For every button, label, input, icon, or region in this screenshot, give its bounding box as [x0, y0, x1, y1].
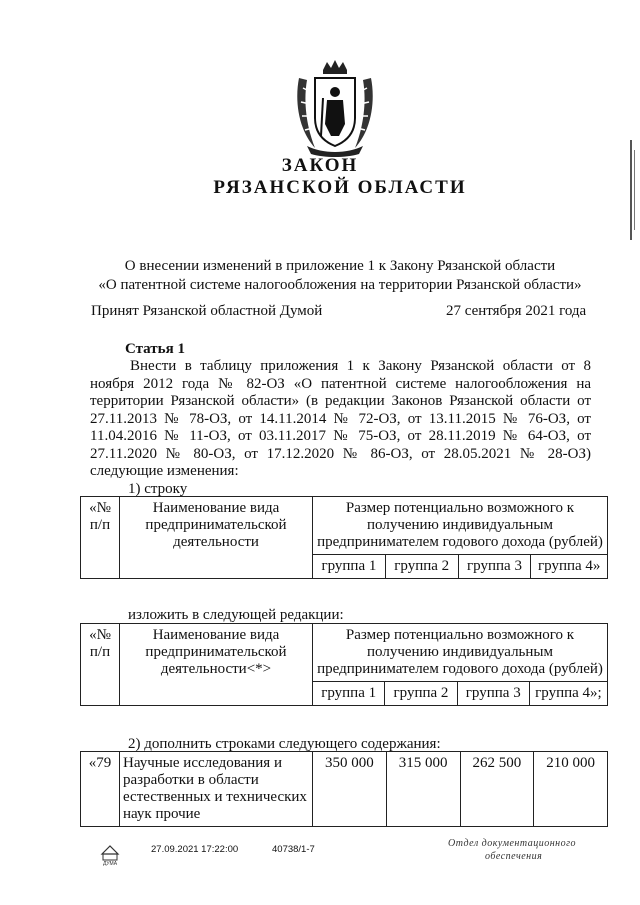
col-num-header: «№ п/п: [81, 624, 120, 706]
item-2-label: 2) дополнить строками следующего содержания:: [128, 736, 441, 752]
group-1-header: группа 1: [313, 555, 386, 579]
col-activity-header: Наименование вида предпринимательской деятельности: [120, 497, 313, 579]
duma-logo-icon: [98, 842, 122, 866]
table-old-row: [80, 496, 608, 579]
row-number: «79: [81, 752, 120, 827]
group-2-header: группа 2: [385, 682, 457, 706]
duma-logo-text: ДУМА: [102, 861, 118, 866]
group-1-header: группа 1: [313, 682, 385, 706]
law-title: ЗАКОН: [281, 155, 359, 176]
article-text: Внести в таблицу приложения 1 к Закону Рязанской области от 8 ноября 2012 года № 82-ОЗ «О патентной системе налогообложения на территории Рязанской области» (в редакции Законов Рязанской области от 27.11.2013 № 78-ОЗ, от 14.11.2014 № 72-ОЗ, от 13.11.2015 № 76-ОЗ, от 11.04.2016 № 11-ОЗ, от 03.11.2017 № 75-ОЗ, от 28.11.2019 № 64-ОЗ, от 27.11.2020 № 80-ОЗ, от 17.12.2020 № 86-ОЗ, от 28.05.2021 № 28-ОЗ) следующие изменения:: [90, 358, 591, 479]
row-group-2-value: 315 000: [386, 752, 460, 827]
subject-line-2: «О патентной системе налогообложения на территории Рязанской области»: [98, 277, 582, 293]
adopted-by: Принят Рязанской областной Думой: [91, 303, 323, 319]
col-income-header: Размер потенциально возможного к получению индивидуальным предпринимателем годового дохода (рублей): [313, 624, 608, 682]
row-group-4-value: 210 000: [534, 752, 608, 827]
item-1-label: 1) строку: [128, 481, 188, 497]
stamp-line-1: Отдел документационного: [448, 838, 577, 849]
table-added-row: [80, 751, 608, 827]
group-4-header: группа 4»;: [529, 682, 607, 706]
group-3-header: группа 3: [458, 555, 531, 579]
law-subject: [60, 257, 620, 295]
adoption-date: 27 сентября 2021 года: [446, 303, 587, 319]
col-num-header: «№ п/п: [81, 497, 120, 579]
row-activity: Научные исследования и разработки в области естественных и технических наук прочие: [120, 752, 313, 827]
registration-number: 40738/1-7: [272, 844, 315, 855]
col-activity-header: Наименование вида предпринимательской деятельности<*>: [120, 624, 313, 706]
group-4-header: группа 4»: [531, 555, 608, 579]
col-income-header: Размер потенциально возможного к получению индивидуальным предпринимателем годового дохода (рублей): [313, 497, 608, 555]
group-2-header: группа 2: [385, 555, 458, 579]
subject-line-1: О внесении изменений в приложение 1 к Закону Рязанской области: [124, 258, 556, 274]
law-region-title: РЯЗАНСКОЙ ОБЛАСТИ: [213, 177, 467, 198]
stamp-line-2: обеспечения: [485, 851, 543, 862]
article-heading: Статья 1: [125, 341, 185, 357]
group-3-header: группа 3: [457, 682, 529, 706]
item-1-after: изложить в следующей редакции:: [128, 607, 344, 623]
row-group-3-value: 262 500: [460, 752, 534, 827]
coat-of-arms-emblem: [293, 58, 377, 158]
registration-datetime: 27.09.2021 17:22:00: [151, 844, 239, 855]
row-group-1-value: 350 000: [313, 752, 387, 827]
table-new-row: [80, 623, 608, 706]
